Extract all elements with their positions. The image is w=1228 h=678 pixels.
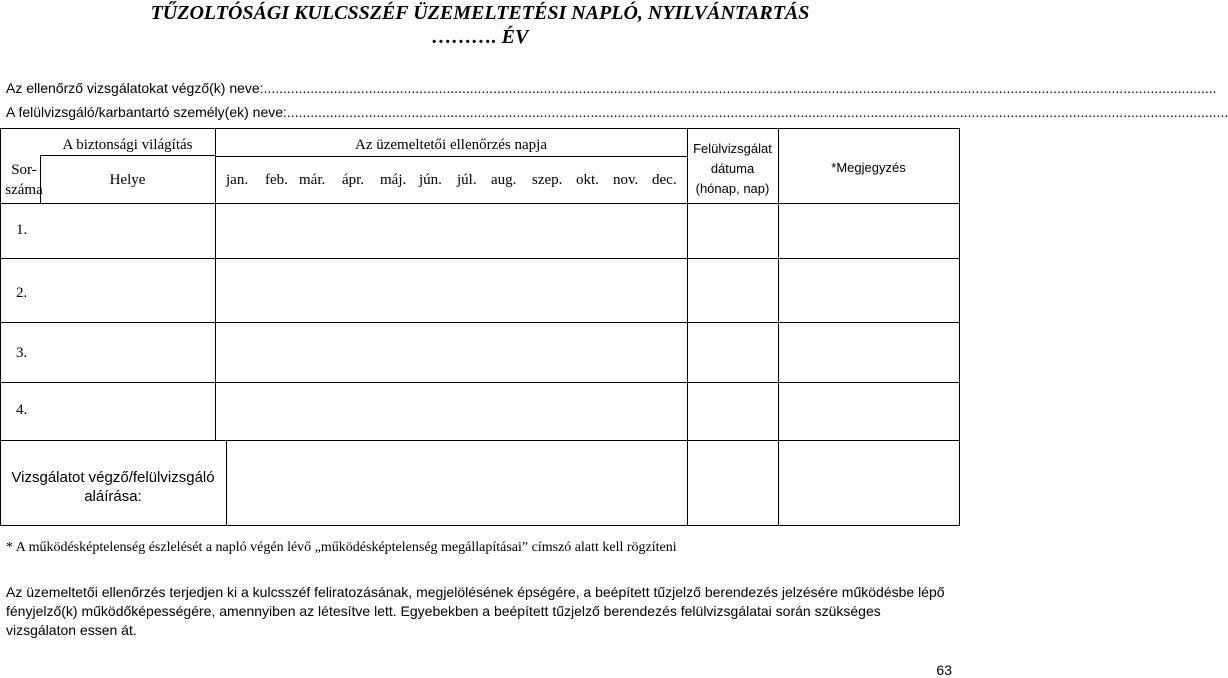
table-border-top — [0, 128, 960, 129]
signature-label: Vizsgálatot végző/felülvizsgáló aláírása: — [11, 469, 215, 505]
review-date-header: Felülvizsgálat dátuma (hónap, nap) — [693, 141, 772, 196]
month-nov: nov. — [613, 172, 639, 188]
page-number: 63 — [936, 662, 952, 678]
safety-lighting-header: A biztonsági világítás — [62, 137, 193, 153]
month-jun: jún. — [419, 172, 442, 188]
month-dec: dec. — [652, 172, 677, 188]
col-divider-signature — [226, 440, 227, 525]
title-line-1: TŰZOLTÓSÁGI KULCSSZÉF ÜZEMELTETÉSI NAPLÓ, NYILVÁNTARTÁS — [150, 2, 810, 24]
footnote: * A működésképtelenség észlelését a napló végén lévő „működésképtelenség megállapításai” címszó alatt kell rögzíteni — [6, 540, 677, 555]
month-mar: már. — [299, 172, 326, 188]
row-number-3: 3. — [16, 345, 28, 361]
inspector-name-field[interactable] — [6, 79, 1217, 97]
month-jan: jan. — [226, 172, 249, 188]
row-number-4: 4. — [16, 402, 28, 418]
header-bottom — [0, 203, 960, 204]
row-divider-3 — [0, 382, 960, 383]
header-divider-lighting — [40, 155, 215, 156]
row-divider-1 — [0, 258, 960, 259]
location-header: Helye — [109, 172, 146, 188]
maintainer-name-field[interactable] — [6, 103, 1228, 121]
table-border-right — [959, 128, 960, 525]
table-border-bottom — [0, 525, 960, 526]
instruction-paragraph: Az üzemeltetői ellenőrzés terjedjen ki a kulcsszéf feliratozásának, megjelölésének épségére, a beépített tűzjelző berendezés jelzésére működésbe lépő fényjelző(k) működőképességére, amennyiben az létesítve lett. Egyebekben a beépített tűzjelző berendezés felülvizsgálatai során szükséges vizsgálaton essen át. — [6, 584, 945, 638]
month-maj: máj. — [380, 172, 407, 188]
col-divider-location — [215, 128, 216, 440]
row-number-1: 1. — [16, 222, 28, 238]
month-feb: feb. — [265, 172, 288, 188]
serial-number-header: Sor- száma — [5, 162, 43, 198]
inspector-name-dots: ..................................................................................................................................................................................................................................................... — [263, 80, 1217, 96]
month-okt: okt. — [576, 172, 599, 188]
month-apr: ápr. — [342, 172, 365, 188]
row-divider-2 — [0, 322, 960, 323]
table-border-left — [0, 128, 1, 525]
maintainer-name-label: A felülvizsgáló/karbantartó személy(ek) neve: — [6, 104, 287, 120]
header-divider-days — [215, 156, 687, 157]
col-divider-review — [778, 128, 779, 525]
remarks-header: *Megjegyzés — [831, 160, 906, 175]
title-line-2: ………. ÉV — [431, 26, 529, 48]
month-szep: szep. — [532, 172, 563, 188]
inspector-name-label: Az ellenőrző vizsgálatokat végző(k) neve: — [6, 80, 264, 96]
row-number-2: 2. — [16, 285, 28, 301]
maintainer-name-dots: .................................................................................................................................................................................................................................................. — [286, 104, 1228, 120]
operator-check-day-header: Az üzemeltetői ellenőrzés napja — [355, 137, 547, 153]
month-aug: aug. — [491, 172, 517, 188]
month-jul: júl. — [457, 172, 477, 188]
row-divider-4 — [0, 440, 960, 441]
